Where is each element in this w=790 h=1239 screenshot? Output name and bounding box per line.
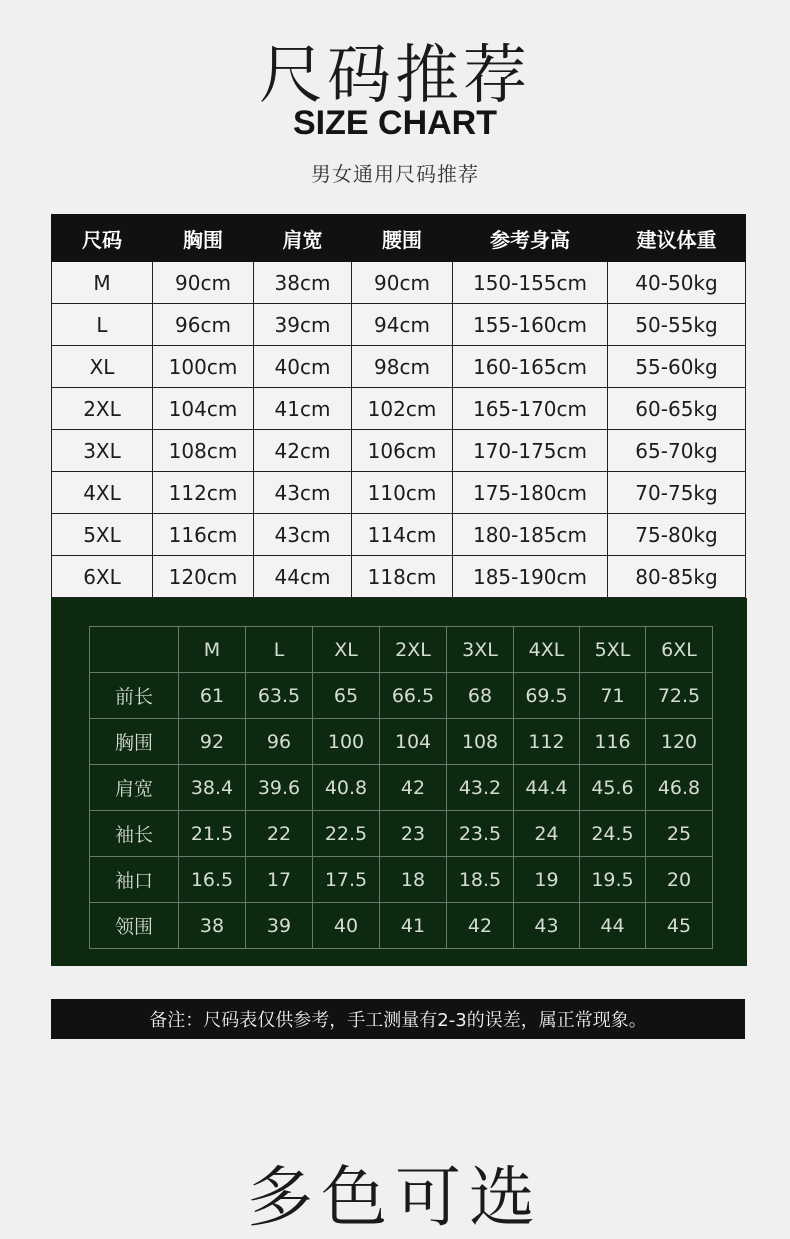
table-header-row: [52, 215, 746, 262]
table-cell: 120cm: [153, 556, 254, 598]
garment-cell: 108: [447, 719, 514, 765]
table-cell: 90cm: [153, 262, 254, 304]
garment-cell: 63.5: [246, 673, 313, 719]
garment-cell: 45: [646, 903, 713, 949]
garment-cell: 92: [179, 719, 246, 765]
table-cell: 104cm: [153, 388, 254, 430]
table-cell: L: [52, 304, 153, 346]
table-row: [52, 472, 746, 514]
page-title: 尺码推荐: [259, 39, 531, 113]
garment-cell: 40.8: [313, 765, 380, 811]
garment-cell: 19: [514, 857, 580, 903]
table-cell: 38cm: [254, 262, 352, 304]
garment-cell: 96: [246, 719, 313, 765]
garment-cell: 22: [246, 811, 313, 857]
table-cell: 50-55kg: [608, 304, 746, 346]
garment-cell: 24.5: [580, 811, 646, 857]
garment-row-label: 袖口: [90, 857, 179, 903]
garment-cell: 65: [313, 673, 380, 719]
garment-row-label: 前长: [90, 673, 179, 719]
garment-cell: 42: [380, 765, 447, 811]
header-size: 尺码: [52, 215, 153, 262]
garment-cell: 68: [447, 673, 514, 719]
table-cell: 6XL: [52, 556, 153, 598]
garment-cell: 17: [246, 857, 313, 903]
header-height: 参考身高: [453, 215, 608, 262]
garment-cell: 42: [447, 903, 514, 949]
garment-row: [90, 903, 713, 949]
table-cell: 100cm: [153, 346, 254, 388]
table-cell: 170-175cm: [453, 430, 608, 472]
garment-cell: 46.8: [646, 765, 713, 811]
note-bar: [51, 999, 745, 1039]
table-row: [52, 304, 746, 346]
table-cell: 44cm: [254, 556, 352, 598]
garment-header-cell: [90, 627, 179, 673]
garment-cell: 25: [646, 811, 713, 857]
table-cell: 90cm: [352, 262, 453, 304]
garment-cell: 21.5: [179, 811, 246, 857]
table-cell: 43cm: [254, 514, 352, 556]
table-row: [52, 388, 746, 430]
garment-cell: 38.4: [179, 765, 246, 811]
table-cell: 114cm: [352, 514, 453, 556]
table-cell: 4XL: [52, 472, 153, 514]
table-cell: 102cm: [352, 388, 453, 430]
size-chart-heading: SIZE CHART: [293, 104, 497, 142]
size-recommendation-table: [51, 214, 746, 598]
table-row: [52, 262, 746, 304]
table-cell: 108cm: [153, 430, 254, 472]
garment-cell: 69.5: [514, 673, 580, 719]
size-table-body: [52, 262, 746, 598]
garment-cell: 39.6: [246, 765, 313, 811]
table-cell: 3XL: [52, 430, 153, 472]
table-cell: 40cm: [254, 346, 352, 388]
garment-cell: 40: [313, 903, 380, 949]
garment-cell: 22.5: [313, 811, 380, 857]
garment-header-cell: XL: [313, 627, 380, 673]
garment-header-cell: M: [179, 627, 246, 673]
garment-cell: 44: [580, 903, 646, 949]
garment-cell: 112: [514, 719, 580, 765]
table-cell: 180-185cm: [453, 514, 608, 556]
garment-cell: 39: [246, 903, 313, 949]
garment-cell: 116: [580, 719, 646, 765]
garment-cell: 17.5: [313, 857, 380, 903]
table-cell: 98cm: [352, 346, 453, 388]
subtitle: 男女通用尺码推荐: [311, 162, 479, 186]
garment-row-label: 胸围: [90, 719, 179, 765]
table-cell: XL: [52, 346, 153, 388]
table-cell: 42cm: [254, 430, 352, 472]
garment-cell: 66.5: [380, 673, 447, 719]
garment-cell: 72.5: [646, 673, 713, 719]
garment-measurement-board: [51, 598, 747, 966]
garment-cell: 24: [514, 811, 580, 857]
garment-header-cell: 3XL: [447, 627, 514, 673]
garment-cell: 104: [380, 719, 447, 765]
table-row: [52, 556, 746, 598]
garment-header-cell: L: [246, 627, 313, 673]
table-cell: 70-75kg: [608, 472, 746, 514]
table-cell: 150-155cm: [453, 262, 608, 304]
garment-cell: 18.5: [447, 857, 514, 903]
garment-cell: 120: [646, 719, 713, 765]
table-row: [52, 430, 746, 472]
table-cell: 43cm: [254, 472, 352, 514]
garment-cell: 44.4: [514, 765, 580, 811]
garment-header-cell: 2XL: [380, 627, 447, 673]
garment-cell: 38: [179, 903, 246, 949]
garment-row: [90, 811, 713, 857]
garment-cell: 43: [514, 903, 580, 949]
header-chest: 胸围: [153, 215, 254, 262]
table-cell: 116cm: [153, 514, 254, 556]
header-weight: 建议体重: [608, 215, 746, 262]
note-text: 备注：尺码表仅供参考，手工测量有2-3的误差，属正常现象。: [149, 1010, 647, 1031]
garment-row: [90, 719, 713, 765]
table-cell: 165-170cm: [453, 388, 608, 430]
table-cell: 175-180cm: [453, 472, 608, 514]
garment-row-label: 领围: [90, 903, 179, 949]
garment-cell: 23: [380, 811, 447, 857]
garment-cell: 16.5: [179, 857, 246, 903]
table-cell: 118cm: [352, 556, 453, 598]
table-cell: 2XL: [52, 388, 153, 430]
garment-row: [90, 765, 713, 811]
garment-row-label: 肩宽: [90, 765, 179, 811]
garment-measurement-table: [89, 626, 713, 949]
table-cell: 160-165cm: [453, 346, 608, 388]
garment-cell: 41: [380, 903, 447, 949]
table-cell: 185-190cm: [453, 556, 608, 598]
table-cell: 110cm: [352, 472, 453, 514]
header-shoulder: 肩宽: [254, 215, 352, 262]
garment-cell: 23.5: [447, 811, 514, 857]
garment-header-cell: 5XL: [580, 627, 646, 673]
table-cell: 40-50kg: [608, 262, 746, 304]
garment-cell: 19.5: [580, 857, 646, 903]
table-cell: 155-160cm: [453, 304, 608, 346]
table-row: [52, 514, 746, 556]
table-cell: M: [52, 262, 153, 304]
table-cell: 39cm: [254, 304, 352, 346]
table-cell: 60-65kg: [608, 388, 746, 430]
table-cell: 112cm: [153, 472, 254, 514]
table-cell: 75-80kg: [608, 514, 746, 556]
garment-header-row: [90, 627, 713, 673]
garment-cell: 18: [380, 857, 447, 903]
table-cell: 65-70kg: [608, 430, 746, 472]
garment-cell: 71: [580, 673, 646, 719]
table-cell: 96cm: [153, 304, 254, 346]
garment-row-label: 袖长: [90, 811, 179, 857]
table-row: [52, 346, 746, 388]
garment-header-cell: 4XL: [514, 627, 580, 673]
garment-row: [90, 857, 713, 903]
table-cell: 55-60kg: [608, 346, 746, 388]
garment-header-cell: 6XL: [646, 627, 713, 673]
table-cell: 80-85kg: [608, 556, 746, 598]
garment-cell: 45.6: [580, 765, 646, 811]
table-cell: 94cm: [352, 304, 453, 346]
table-cell: 106cm: [352, 430, 453, 472]
header-waist: 腰围: [352, 215, 453, 262]
garment-row: [90, 673, 713, 719]
garment-cell: 43.2: [447, 765, 514, 811]
table-cell: 41cm: [254, 388, 352, 430]
garment-cell: 61: [179, 673, 246, 719]
garment-table-body: [90, 627, 713, 949]
garment-cell: 100: [313, 719, 380, 765]
garment-cell: 20: [646, 857, 713, 903]
multi-color-title: 多色可选: [247, 1159, 543, 1236]
table-cell: 5XL: [52, 514, 153, 556]
